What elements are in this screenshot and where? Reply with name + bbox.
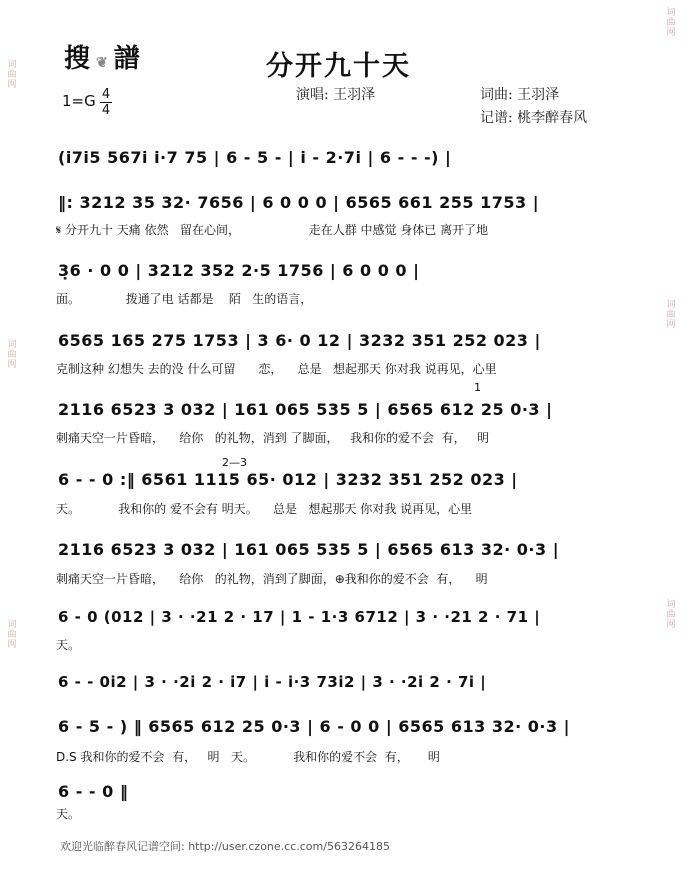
score-row: 3̣6 · 0 0 | 3212 352 2·5 1756 | 6 0 0 0 | (58, 261, 420, 280)
watermark-char: 曲 (7, 350, 17, 360)
watermark-char: 曲 (7, 70, 17, 80)
logo-char-left: 搜 (64, 44, 93, 74)
watermark-char: 网 (7, 640, 17, 650)
watermark-char: 曲 (7, 630, 17, 640)
key-signature: 1=G (62, 92, 96, 110)
watermark-char: 网 (7, 80, 17, 90)
transcriber: 记谱: 桃李醉春风 (480, 110, 588, 126)
lyric-line: 面。 拨通了电 话都是 陌 生的语言， (56, 292, 313, 306)
watermark-char: 词 (7, 60, 17, 70)
score-row: 6565 165 275 1753 | 3 6· 0 12 | 3232 351 252 023 | (58, 331, 541, 350)
lyric-line: 刺痛天空一片昏暗， 给你 的礼物，消到 了脚面， 我和你的爱不会 有， 明 (56, 431, 490, 445)
watermark-char: 词 (7, 620, 17, 630)
site-logo (64, 38, 142, 75)
lyric-line: 𝄋 分开九十 天痛 依然 留在心间， 走在人群 中感觉 身体已 离开了地 (56, 223, 489, 237)
watermark-char: 曲 (666, 310, 676, 320)
score-row: 6 - - 0 ‖ (58, 782, 129, 801)
watermark-char: 词 (666, 300, 676, 310)
logo-char-right: 譜 (113, 44, 142, 74)
watermark-char: 词 (7, 340, 17, 350)
time-top: 4 (101, 87, 111, 102)
watermark-left (0, 0, 40, 888)
volta-second: 2—3 (222, 456, 247, 469)
volta-first: 1 (474, 381, 481, 394)
watermark-char: 网 (7, 360, 17, 370)
footer-url: 欢迎光临醉春风记谱空间: http://user.czone.cc.com/563264185 (60, 840, 390, 853)
song-title: 分开九十天 (266, 51, 411, 82)
watermark-char: 曲 (666, 18, 676, 28)
lyric-line: 刺痛天空一片昏暗， 给你 的礼物，消到了脚面，⊕我和你的爱不会 有， 明 (56, 572, 488, 586)
leaf-icon: ❦ (96, 55, 110, 71)
score-row: 2116 6523 3 032 | 161 065 535 5 | 6565 612 25 0·3 | (58, 400, 553, 419)
watermark-right (655, 0, 683, 888)
score-row: (i7i5 567i i·7 75 | 6 - 5 - | i - 2·7i | 6 - - -) | (58, 148, 452, 167)
lyric-line: D.S 我和你的爱不会 有， 明 天。 我和你的爱不会 有， 明 (56, 750, 440, 764)
watermark-char: 网 (666, 620, 676, 630)
score-row: 6 - 0 (012 | 3 · ·21 2 · 17 | 1 - 1·3 6712 | 3 · ·21 2 · 71 | (58, 608, 541, 626)
lyric-line: 天。 我和你的 爱不会有 明天。 总是 想起那天 你对我 说再见，心里 (56, 502, 473, 516)
time-bottom: 4 (101, 103, 111, 118)
composer: 词曲: 王羽泽 (480, 87, 560, 103)
lyric-line: 天。 (56, 807, 81, 821)
score-row: 2116 6523 3 032 | 161 065 535 5 | 6565 613 32· 0·3 | (58, 540, 560, 559)
score-row: 6 - 5 - ) ‖ 6565 612 25 0·3 | 6 - 0 0 | 6565 613 32· 0·3 | (58, 717, 570, 736)
score-row: 6 - - 0i2 | 3 · ·2i 2 · i7 | i - i·3 73i2 | 3 · ·2i 2 · 7i | (58, 673, 487, 691)
singer: 演唱: 王羽泽 (296, 87, 376, 103)
lyric-line: 天。 (56, 638, 81, 652)
watermark-char: 网 (666, 28, 676, 38)
watermark-char: 词 (666, 8, 676, 18)
lyric-line: 克制这种 幻想失 去的没 什么可留 恋， 总是 想起那天 你对我 说再见，心里 (56, 362, 497, 376)
time-signature (100, 88, 112, 117)
score-row: ‖: 3212 35 32· 7656 | 6 0 0 0 | 6565 661 255 1753 | (58, 193, 540, 212)
watermark-char: 网 (666, 320, 676, 330)
watermark-char: 曲 (666, 610, 676, 620)
watermark-char: 词 (666, 600, 676, 610)
score-row: 6 - - 0 :‖ 6561 1115 65· 012 | 3232 351 252 023 | (58, 470, 518, 489)
